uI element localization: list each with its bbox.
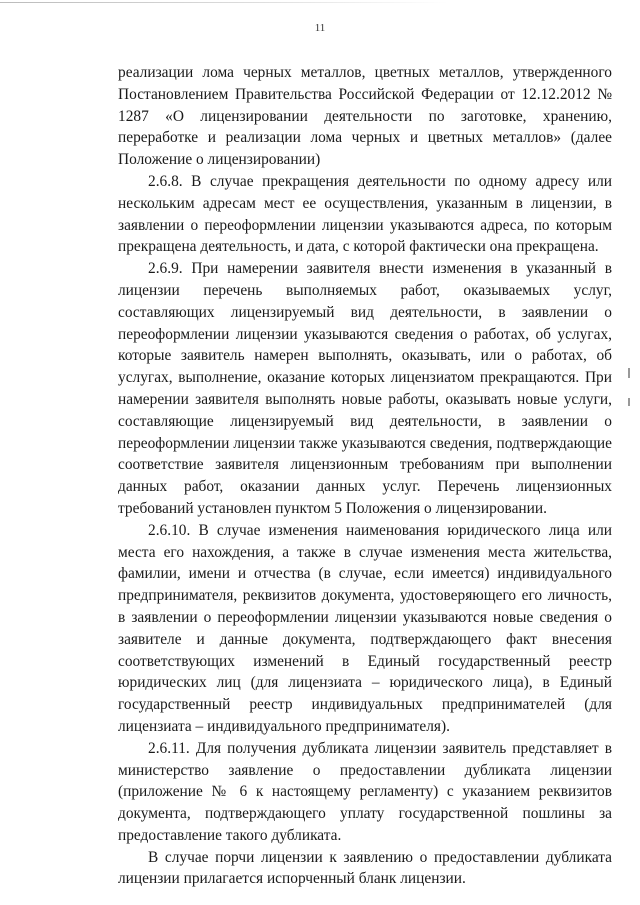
paragraph-2-6-8: 2.6.8. В случае прекращения деятельности по одному адресу или нескольким адресам мест ее осуществления, указанным в лицензии, в заявлении о переоформлении лицензии указываются адреса, по которым прекращена деятельность, и дата, с которой фактически она прекращена. <box>118 172 612 256</box>
scan-edge-line <box>0 2 640 3</box>
paragraph-2-6-11: 2.6.11. Для получения дубликата лицензии заявитель представляет в министерство заявление о предоставлении дубликата лицензии (приложение № 6 к настоящему регламенту) с указанием реквизитов документа, подтверждающего уплату государственной пошлины за предоставление такого дубликата. <box>118 739 612 844</box>
scan-margin-mark <box>628 398 630 406</box>
scan-margin-mark <box>628 368 630 378</box>
paragraph-2-6-9: 2.6.9. При намерении заявителя внести изменения в указанный в лицензии перечень выполняемых работ, оказываемых услуг, составляющих лицензируемый вид деятельности, в заявлении о переоформлении лицензии указываются сведения о работах, об услугах, которые заявитель намерен выполнять, оказывать, или о работах, об услугах, выполнение, оказание которых лицензиатом прекращаются. При намерении заявителя выполнять новые работы, оказывать новые услуги, составляющие лицензируемый вид деятельности, в заявлении о переоформлении лицензии также указываются сведения, подтверждающие соответствие заявителя лицензионным требованиям при выполнении данных работ, оказании данных услуг. Перечень лицензионных требований установлен пунктом 5 Положения о лицензировании. <box>118 260 612 517</box>
document-body <box>118 62 612 890</box>
paragraph-continuation: реализации лома черных металлов, цветных металлов, утвержденного Постановлением Правительства Российской Федерации от 12.12.2012 № 1287 «О лицензировании деятельности по заготовке, хранению, переработке и реализации лома черных и цветных металлов» (далее Положение о лицензировании) <box>118 64 612 169</box>
page-number: 11 <box>314 22 326 34</box>
paragraph-damaged-license: В случае порчи лицензии к заявлению о предоставлении дубликата лицензии прилагается испорченный бланк лицензии. <box>118 848 612 888</box>
paragraph-2-6-10: 2.6.10. В случае изменения наименования юридического лица или места его нахождения, а также в случае изменения места жительства, фамилии, имени и отчества (в случае, если имеется) индивидуального предпринимателя, реквизитов документа, удостоверяющего его личность, в заявлении о переоформлении лицензии указываются новые сведения о заявителе и данные документа, подтверждающего факт внесения соответствующих изменений в Единый государственный реестр юридических лиц (для лицензиата – юридического лица), в Единый государственный реестр индивидуальных предпринимателей (для лицензиата – индивидуального предпринимателя). <box>118 521 612 735</box>
